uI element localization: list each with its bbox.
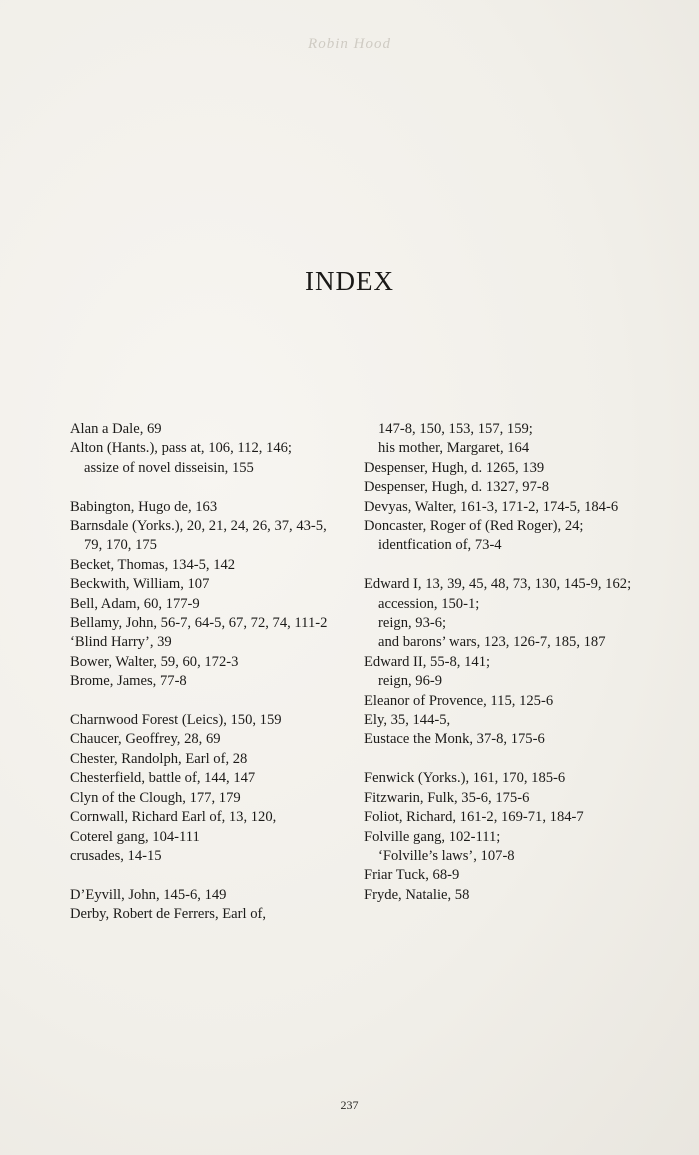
index-entry: Becket, Thomas, 134-5, 142 [70,556,236,573]
index-gap [70,866,346,885]
index-entry: Folville gang, 102-111; [364,828,501,845]
index-column-left [70,420,346,925]
index-entry: Coterel gang, 104-111 [70,828,200,845]
index-entry: Alton (Hants.), pass at, 106, 112, 146; [70,440,292,457]
index-entry: Beckwith, William, 107 [70,576,210,593]
index-entry: Eleanor of Provence, 115, 125-6 [364,692,554,709]
index-entry: Babington, Hugo de, 163 [70,498,218,515]
index-entry: Eustace the Monk, 37-8, 175-6 [364,731,545,748]
index-entry: Chesterfield, battle of, 144, 147 [70,770,256,787]
index-entry: Ely, 35, 144-5, [364,712,451,729]
index-entry: Doncaster, Roger of (Red Roger), 24; [364,518,584,535]
index-entry: Fitzwarin, Fulk, 35-6, 175-6 [364,789,530,806]
index-entry: D’Eyvill, John, 145-6, 149 [70,886,227,903]
index-entry: Bower, Walter, 59, 60, 172-3 [70,653,239,670]
index-subentry: his mother, Margaret, 164 [378,440,530,457]
index-subentry: reign, 93-6; [378,615,447,632]
index-gap [364,750,640,769]
index-entry: Edward I, 13, 39, 45, 48, 73, 130, 145-9, 162; [364,576,632,593]
index-entry: Devyas, Walter, 161-3, 171-2, 174-5, 184-6 [364,498,619,515]
index-entry: Edward II, 55-8, 141; [364,653,491,670]
index-entry: Fryde, Natalie, 58 [364,886,470,903]
index-entry: Bellamy, John, 56-7, 64-5, 67, 72, 74, 111-2 [70,615,328,632]
index-entry: Barnsdale (Yorks.), 20, 21, 24, 26, 37, 43-5, 79, 170, 175 [70,518,327,554]
index-subentry: accession, 150-1; [378,595,480,612]
index-gap [70,478,346,497]
index-subentry: ‘Folville’s laws’, 107-8 [378,847,515,864]
page-number: 237 [340,1098,359,1112]
index-entry: Chaucer, Geoffrey, 28, 69 [70,731,221,748]
index-entry: Bell, Adam, 60, 177-9 [70,595,200,612]
index-entry: Derby, Robert de Ferrers, Earl of, [70,906,266,923]
index-entry: crusades, 14-15 [70,847,162,864]
index-entry: Friar Tuck, 68-9 [364,867,460,884]
index-continuation: 147-8, 150, 153, 157, 159; [378,421,533,437]
index-subentry: reign, 96-9 [378,673,443,690]
index-subentry: and barons’ wars, 123, 126-7, 185, 187 [378,634,606,651]
index-entry: ‘Blind Harry’, 39 [70,634,172,651]
index-entry: Alan a Dale, 69 [70,421,162,437]
index-entry: Charnwood Forest (Leics), 150, 159 [70,712,282,729]
index-entry: Chester, Randolph, Earl of, 28 [70,750,248,767]
index-subentry: assize of novel disseisin, 155 [84,459,254,476]
running-head: Robin Hood [308,36,391,52]
index-entry: Clyn of the Clough, 177, 179 [70,789,241,806]
page-title: INDEX [305,266,394,296]
index-entry: Foliot, Richard, 161-2, 169-71, 184-7 [364,809,584,826]
index-gap [70,692,346,711]
index-entry: Despenser, Hugh, d. 1265, 139 [364,459,545,476]
index-gap [364,556,640,575]
index-entry: Fenwick (Yorks.), 161, 170, 185-6 [364,770,566,787]
index-subentry: identfication of, 73-4 [378,537,502,554]
index-column-right [364,420,640,905]
index-entry: Brome, James, 77-8 [70,673,187,690]
index-entry: Cornwall, Richard Earl of, 13, 120, [70,809,277,826]
index-entry: Despenser, Hugh, d. 1327, 97-8 [364,479,550,496]
